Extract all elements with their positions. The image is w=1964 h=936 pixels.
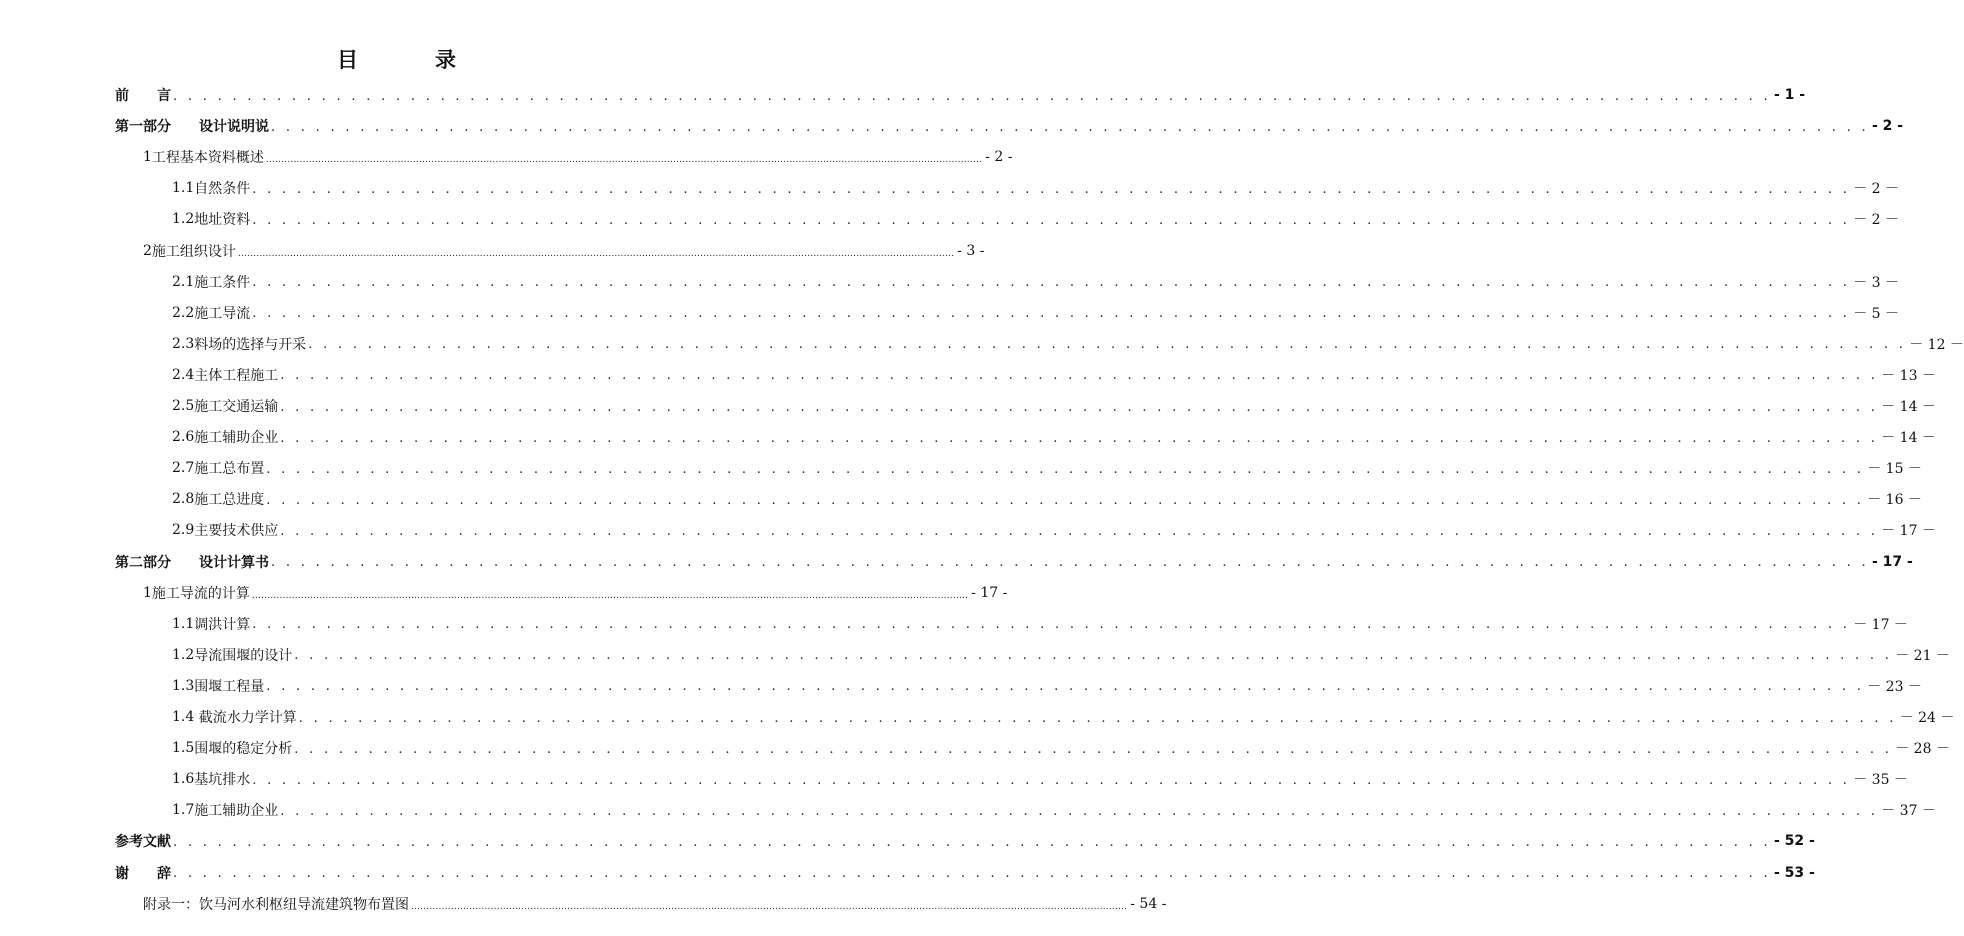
- dot-leader: . . . . . . . . . . . . . . . . . . . . . . . . . . . . . . . . . . . . . . . . . . . . . . . . . . . . . . . . . . . . . . . . . . . . . . . . . . . . . . . . . . . . . . . . . . . . . . . . . . . . . . . . . . . .: [294, 741, 1893, 757]
- toc-entry[interactable]: [0, 114, 1904, 138]
- toc-entry[interactable]: [0, 518, 1936, 542]
- toc-entry-number: 2.1: [172, 273, 195, 290]
- toc-entry-number: 1.3: [172, 677, 195, 694]
- toc-entry-page-number: － 14 －: [1881, 399, 1936, 415]
- toc-entry-number: 1.6: [172, 771, 195, 788]
- dot-leader: ..........................................................................................................................................................................................................................................: [265, 155, 983, 166]
- toc-entry-page-number: － 37 －: [1881, 803, 1936, 820]
- toc-entry-page-number: － 15 －: [1867, 461, 1922, 478]
- toc-entry-page-number: － 5 －: [1853, 305, 1900, 322]
- toc-entry-label: 施工辅助企业: [194, 803, 279, 820]
- toc-entry-label: 施工辅助企业: [194, 430, 279, 447]
- toc-entry[interactable]: [0, 674, 1922, 698]
- toc-entry-label: 主体工程施工: [194, 367, 279, 384]
- toc-entry[interactable]: [0, 736, 1950, 760]
- toc-entry-label: 施工总进度: [194, 492, 265, 509]
- dot-leader: . . . . . . . . . . . . . . . . . . . . . . . . . . . . . . . . . . . . . . . . . . . . . . . . . . . . . . . . . . . . . . . . . . . . . . . . . . . . . . . . . . . . . . . . . . . . . . . . . . . . . . . . . . . .: [271, 555, 1869, 570]
- toc-entry[interactable]: [0, 83, 1806, 107]
- toc-entry-label: 施工导流的计算: [151, 585, 250, 602]
- toc-entry[interactable]: [0, 861, 1815, 885]
- dot-leader: ..........................................................................................................................................................................................................................................: [411, 901, 1128, 912]
- toc-entry[interactable]: [0, 456, 1922, 480]
- toc-entry-label: 主要技术供应: [194, 523, 279, 540]
- toc-entry-page-number: - 17 -: [971, 584, 1008, 601]
- dot-leader: ..........................................................................................................................................................................................................................................: [237, 248, 955, 259]
- toc-entry-number: 1.5: [172, 740, 195, 757]
- toc-entry[interactable]: [0, 176, 1900, 200]
- toc-entry-number: 2.7: [172, 460, 195, 477]
- toc-entry-page-number: － 17 －: [1853, 616, 1908, 633]
- toc-entry-label: 施工导流: [194, 305, 251, 322]
- toc-entry-number: 1.2: [172, 211, 195, 228]
- dot-leader: . . . . . . . . . . . . . . . . . . . . . . . . . . . . . . . . . . . . . . . . . . . . . . . . . . . . . . . . . . . . . . . . . . . . . . . . . . . . . . . . . . . . . . . . . . . . . . . . . . . . . . . . . . . .: [266, 461, 1865, 477]
- toc-entry-number: 2.3: [172, 335, 195, 352]
- toc-entry-number: 1.1: [172, 180, 195, 197]
- toc-entry-page-number: - 2 -: [1871, 118, 1904, 135]
- toc-entry[interactable]: [0, 425, 1936, 449]
- toc-entry-page-number: － 23 －: [1867, 678, 1922, 695]
- toc-entry-page-number: － 2 －: [1853, 181, 1900, 198]
- toc-entry[interactable]: [0, 892, 1167, 916]
- toc-title: 目 录: [337, 47, 484, 72]
- toc-entry-number: 1: [143, 149, 152, 166]
- toc-entry-number: 1: [143, 584, 152, 601]
- dot-leader: . . . . . . . . . . . . . . . . . . . . . . . . . . . . . . . . . . . . . . . . . . . . . . . . . . . . . . . . . . . . . . . . . . . . . . . . . . . . . . . . . . . . . . . . . . . . . . . . . . . . . . . . . . . .: [271, 119, 1869, 135]
- toc-entry-label: 围堰工程量: [194, 678, 265, 695]
- toc-entry-page-number: － 28 －: [1895, 741, 1950, 758]
- toc-entry[interactable]: [0, 207, 1900, 231]
- toc-entry-page-number: － 24 －: [1899, 710, 1955, 726]
- dot-leader: . . . . . . . . . . . . . . . . . . . . . . . . . . . . . . . . . . . . . . . . . . . . . . . . . . . . . . . . . . . . . . . . . . . . . . . . . . . . . . . . . . . . . . . . . . . . . . . . . . . . . . . . . . . .: [252, 181, 1851, 197]
- dot-leader: . . . . . . . . . . . . . . . . . . . . . . . . . . . . . . . . . . . . . . . . . . . . . . . . . . . . . . . . . . . . . . . . . . . . . . . . . . . . . . . . . . . . . . . . . . . . . . . . . . . . . . . . . . . .: [280, 523, 1879, 539]
- toc-entry-label: 截流水力学计算: [194, 710, 297, 726]
- toc-entry[interactable]: [0, 487, 1922, 511]
- toc-entry-page-number: － 14 －: [1881, 430, 1936, 447]
- toc-entry-label: 附录一：饮马河水利枢纽导流建筑物布置图: [143, 896, 409, 913]
- toc-entry-number: 2.8: [172, 491, 195, 508]
- toc-entry-label: 施工交通运输: [194, 399, 279, 415]
- toc-entry[interactable]: [0, 612, 1908, 636]
- toc-entry-label: 施工条件: [194, 274, 251, 291]
- toc-entry-label: 第二部分 设计计算书: [115, 554, 269, 571]
- toc-entry-page-number: - 1 -: [1773, 87, 1806, 103]
- toc-entry-page-number: - 3 -: [957, 242, 985, 259]
- toc-entry[interactable]: [0, 798, 1936, 822]
- toc-entry-page-number: － 2 －: [1853, 212, 1900, 229]
- toc-entry-page-number: － 21 －: [1895, 647, 1950, 664]
- dot-leader: . . . . . . . . . . . . . . . . . . . . . . . . . . . . . . . . . . . . . . . . . . . . . . . . . . . . . . . . . . . . . . . . . . . . . . . . . . . . . . . . . . . . . . . . . . . . . . . . . . . . . . . . . . . .: [173, 834, 1771, 850]
- toc-entry-label: 调洪计算: [194, 616, 251, 633]
- toc-entry[interactable]: [0, 145, 1013, 169]
- toc-entry-label: 谢 辞: [115, 865, 171, 882]
- toc-entry-page-number: - 17 -: [1871, 553, 1913, 570]
- dot-leader: . . . . . . . . . . . . . . . . . . . . . . . . . . . . . . . . . . . . . . . . . . . . . . . . . . . . . . . . . . . . . . . . . . . . . . . . . . . . . . . . . . . . . . . . . . . . . . . . . . . . . . . . . . . .: [252, 275, 1851, 291]
- dot-leader: . . . . . . . . . . . . . . . . . . . . . . . . . . . . . . . . . . . . . . . . . . . . . . . . . . . . . . . . . . . . . . . . . . . . . . . . . . . . . . . . . . . . . . . . . . . . . . . . . . . . . . . . . . . .: [280, 430, 1879, 446]
- toc-entry-number: 1.2: [172, 646, 195, 663]
- dot-leader: . . . . . . . . . . . . . . . . . . . . . . . . . . . . . . . . . . . . . . . . . . . . . . . . . . . . . . . . . . . . . . . . . . . . . . . . . . . . . . . . . . . . . . . . . . . . . . . . . . . . . . . . . . . .: [252, 617, 1851, 633]
- dot-leader: . . . . . . . . . . . . . . . . . . . . . . . . . . . . . . . . . . . . . . . . . . . . . . . . . . . . . . . . . . . . . . . . . . . . . . . . . . . . . . . . . . . . . . . . . . . . . . . . . . . . . . . . . . . .: [252, 212, 1851, 228]
- toc-entry-number: 2: [143, 242, 152, 259]
- toc-entry-page-number: - 2 -: [985, 149, 1013, 166]
- toc-entry-label: 第一部分 设计说明说: [115, 119, 269, 136]
- dot-leader: . . . . . . . . . . . . . . . . . . . . . . . . . . . . . . . . . . . . . . . . . . . . . . . . . . . . . . . . . . . . . . . . . . . . . . . . . . . . . . . . . . . . . . . . . . . . . . . . . . . . . . . . . . . .: [280, 368, 1879, 384]
- toc-entry-number: 2.5: [172, 398, 195, 414]
- toc-entry-label: 自然条件: [194, 181, 251, 198]
- toc-entry-label: 料场的选择与开采: [194, 336, 307, 353]
- dot-leader: . . . . . . . . . . . . . . . . . . . . . . . . . . . . . . . . . . . . . . . . . . . . . . . . . . . . . . . . . . . . . . . . . . . . . . . . . . . . . . . . . . . . . . . . . . . . . . . . . . . . . . . . . . . .: [173, 866, 1771, 881]
- toc-entry-number: 2.9: [172, 522, 195, 539]
- dot-leader: . . . . . . . . . . . . . . . . . . . . . . . . . . . . . . . . . . . . . . . . . . . . . . . . . . . . . . . . . . . . . . . . . . . . . . . . . . . . . . . . . . . . . . . . . . . . . . . . . . . . . . . . . . . .: [294, 648, 1893, 664]
- toc-entry-label: 地址资料: [194, 212, 251, 229]
- toc-entry[interactable]: [0, 643, 1950, 667]
- toc-entry-page-number: － 3 －: [1853, 274, 1900, 291]
- dot-leader: . . . . . . . . . . . . . . . . . . . . . . . . . . . . . . . . . . . . . . . . . . . . . . . . . . . . . . . . . . . . . . . . . . . . . . . . . . . . . . . . . . . . . . . . . . . . . . . . . . . . . . . . . . . .: [173, 88, 1771, 104]
- toc-entry-page-number: － 16 －: [1867, 492, 1922, 509]
- toc-entry[interactable]: [0, 829, 1815, 853]
- toc-entry-label: 导流围堰的设计: [194, 647, 293, 664]
- toc-entry[interactable]: [0, 581, 1008, 605]
- toc-entry-label: 参考文献: [115, 834, 171, 851]
- toc-entry[interactable]: [0, 363, 1936, 387]
- toc-entry-label: 施工组织设计: [151, 243, 236, 260]
- dot-leader: . . . . . . . . . . . . . . . . . . . . . . . . . . . . . . . . . . . . . . . . . . . . . . . . . . . . . . . . . . . . . . . . . . . . . . . . . . . . . . . . . . . . . . . . . . . . . . . . . . . . . . . . . . . .: [266, 492, 1865, 508]
- toc-entry[interactable]: [0, 550, 1913, 574]
- dot-leader: . . . . . . . . . . . . . . . . . . . . . . . . . . . . . . . . . . . . . . . . . . . . . . . . . . . . . . . . . . . . . . . . . . . . . . . . . . . . . . . . . . . . . . . . . . . . . . . . . . . . . . . . . . . .: [252, 772, 1851, 788]
- toc-entry-number: 2.6: [172, 429, 195, 446]
- toc-entry-label: 施工总布置: [194, 461, 265, 478]
- toc-entry[interactable]: [0, 767, 1908, 791]
- toc-entry-number: 2.2: [172, 304, 195, 321]
- toc-entry-number: 1.1: [172, 615, 195, 632]
- dot-leader: ..........................................................................................................................................................................................................................................: [251, 590, 969, 601]
- toc-entry-label: 前 言: [115, 88, 171, 104]
- dot-leader: . . . . . . . . . . . . . . . . . . . . . . . . . . . . . . . . . . . . . . . . . . . . . . . . . . . . . . . . . . . . . . . . . . . . . . . . . . . . . . . . . . . . . . . . . . . . . . . . . . . . . . . . . . . .: [298, 710, 1897, 726]
- toc-entry[interactable]: [0, 239, 985, 263]
- toc-entry-page-number: － 17 －: [1881, 523, 1936, 540]
- toc-entry[interactable]: [0, 270, 1900, 294]
- toc-entry-page-number: － 12 －: [1909, 336, 1964, 353]
- toc-entry-page-number: － 13 －: [1881, 367, 1936, 384]
- toc-entry[interactable]: [0, 332, 1964, 356]
- toc-entry-page-number: - 53 -: [1773, 864, 1815, 881]
- dot-leader: . . . . . . . . . . . . . . . . . . . . . . . . . . . . . . . . . . . . . . . . . . . . . . . . . . . . . . . . . . . . . . . . . . . . . . . . . . . . . . . . . . . . . . . . . . . . . . . . . . . . . . . . . . . .: [252, 306, 1851, 322]
- toc-entry[interactable]: [0, 394, 1936, 418]
- dot-leader: . . . . . . . . . . . . . . . . . . . . . . . . . . . . . . . . . . . . . . . . . . . . . . . . . . . . . . . . . . . . . . . . . . . . . . . . . . . . . . . . . . . . . . . . . . . . . . . . . . . . . . . . . . . .: [280, 803, 1879, 819]
- toc-entry-number: 1.7: [172, 802, 195, 819]
- toc-entry-page-number: － 35 －: [1853, 772, 1908, 789]
- toc-entry-label: 围堰的稳定分析: [194, 741, 293, 758]
- dot-leader: . . . . . . . . . . . . . . . . . . . . . . . . . . . . . . . . . . . . . . . . . . . . . . . . . . . . . . . . . . . . . . . . . . . . . . . . . . . . . . . . . . . . . . . . . . . . . . . . . . . . . . . . . . . .: [280, 399, 1879, 415]
- toc-entry[interactable]: [0, 301, 1900, 325]
- toc-entry-page-number: - 52 -: [1773, 833, 1815, 850]
- toc-entry-label: 工程基本资料概述: [151, 150, 264, 167]
- toc-entry[interactable]: [0, 705, 1955, 729]
- dot-leader: . . . . . . . . . . . . . . . . . . . . . . . . . . . . . . . . . . . . . . . . . . . . . . . . . . . . . . . . . . . . . . . . . . . . . . . . . . . . . . . . . . . . . . . . . . . . . . . . . . . . . . . . . . . .: [266, 679, 1865, 695]
- toc-entry-page-number: - 54 -: [1130, 895, 1167, 912]
- toc-entry-number: 1.4: [172, 709, 195, 725]
- toc-entry-number: 2.4: [172, 366, 195, 383]
- toc-entry-label: 基坑排水: [194, 772, 251, 789]
- dot-leader: . . . . . . . . . . . . . . . . . . . . . . . . . . . . . . . . . . . . . . . . . . . . . . . . . . . . . . . . . . . . . . . . . . . . . . . . . . . . . . . . . . . . . . . . . . . . . . . . . . . . . . . . . . . .: [308, 337, 1907, 353]
